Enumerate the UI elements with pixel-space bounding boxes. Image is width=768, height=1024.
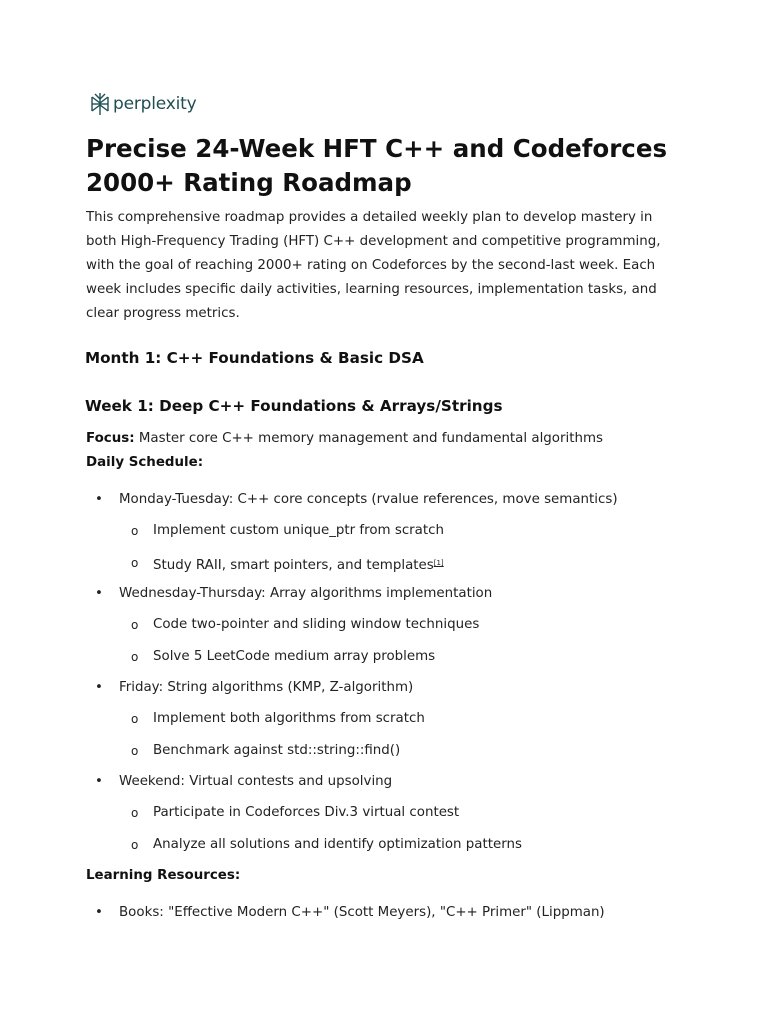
- daily-schedule-label: Daily Schedule:: [86, 455, 204, 470]
- list-item: • Books: "Effective Modern C++" (Scott Meyers), "C++ Primer" (Lippman): [119, 902, 605, 924]
- list-item: o Benchmark against std::string::find(): [153, 740, 400, 762]
- sub-bullet-icon: o: [131, 524, 139, 538]
- sub-bullet-icon: o: [131, 712, 139, 726]
- bullet-icon: •: [95, 905, 103, 920]
- list-item: o Analyze all solutions and identify optimization patterns: [153, 834, 522, 856]
- list-item: o Solve 5 LeetCode medium array problems: [153, 646, 435, 668]
- list-item: o Implement both algorithms from scratch: [153, 708, 425, 730]
- bullet-icon: •: [95, 774, 103, 789]
- focus-line: [86, 428, 603, 450]
- perplexity-logo: [89, 91, 196, 117]
- sub-bullet-icon: o: [131, 556, 139, 570]
- focus-label: Focus:: [86, 431, 135, 446]
- citation-link[interactable]: [1]: [433, 559, 444, 567]
- sub-bullet-icon: o: [131, 650, 139, 664]
- list-item: o Implement custom unique_ptr from scratch: [153, 520, 444, 542]
- list-item: • Monday-Tuesday: C++ core concepts (rvalue references, move semantics): [119, 489, 618, 511]
- month-heading: Month 1: C++ Foundations & Basic DSA: [85, 349, 424, 367]
- brand-name: perplexity: [113, 94, 197, 114]
- focus-text: Master core C++ memory management and fundamental algorithms: [134, 431, 603, 446]
- intro-paragraph: This comprehensive roadmap provides a detailed weekly plan to develop mastery in both High-Frequency Trading (HFT) C++ development and competitive programming, with the goal of reaching 2000+ rating on Codeforces by the second-last week. Each week includes specific daily activities, learning resources, implementation tasks, and clear progress metrics.: [86, 210, 661, 321]
- week-heading: Week 1: Deep C++ Foundations & Arrays/Strings: [85, 397, 503, 415]
- list-item: o Study RAII, smart pointers, and templates[1]: [153, 552, 444, 577]
- sub-bullet-icon: o: [131, 838, 139, 852]
- list-item: o Code two-pointer and sliding window techniques: [153, 614, 479, 636]
- list-item: o Participate in Codeforces Div.3 virtual contest: [153, 802, 459, 824]
- bullet-icon: •: [95, 680, 103, 695]
- sub-bullet-icon: o: [131, 806, 139, 820]
- sub-bullet-icon: o: [131, 744, 139, 758]
- list-item: • Wednesday-Thursday: Array algorithms implementation: [119, 583, 492, 605]
- sub-bullet-icon: o: [131, 618, 139, 632]
- bullet-icon: •: [95, 492, 103, 507]
- learning-resources-label: Learning Resources:: [86, 868, 241, 883]
- page-title: Precise 24-Week HFT C++ and Codeforces 2000+ Rating Roadmap: [86, 134, 668, 197]
- perplexity-logo-icon: [89, 92, 111, 116]
- bullet-icon: •: [95, 586, 103, 601]
- list-item: • Friday: String algorithms (KMP, Z-algorithm): [119, 677, 413, 699]
- list-item: • Weekend: Virtual contests and upsolving: [119, 771, 392, 793]
